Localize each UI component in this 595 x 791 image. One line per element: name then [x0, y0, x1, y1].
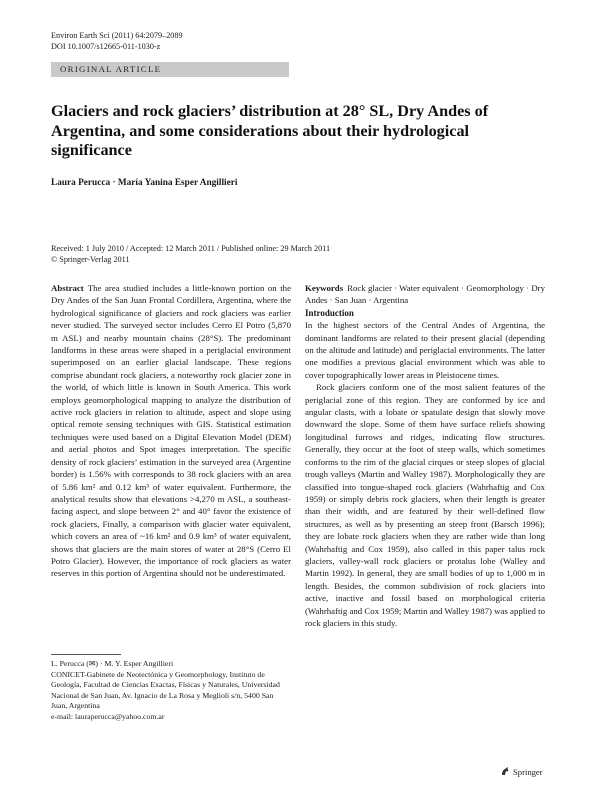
keywords [305, 282, 545, 307]
author-list: Laura Perucca · María Yanina Esper Angillieri [51, 178, 238, 188]
affiliation-authors: L. Perucca (✉) · M. Y. Esper Angillieri [51, 659, 174, 668]
introduction-paragraph-2: Rock glaciers conform one of the most salient features of the periglacial zone of this region. They are conformed by ice and angular clasts, with a lobate or spatulate design that slowly move downward the slope. Some of them have surface reliefs showing longitudinal furrows and ridges, indicating flow structures. Generally, they occur at the foot of steep walls, which sometimes conforms to the rim of the glacial cirques or steep slopes of glacial trough valleys (Martin and Walley 1987). Morphologically they are classified into tongue-shaped rock glaciers (Wahrhaftig and Cox 1959) or simply debris rock glaciers, when their length is greater than their width, and are featured by their well-defined flow structures, as well as by presenting an steep front (Barsch 1996); they are lobate rock glaciers when they are rather wide than long (Wahrhaftig and Cox 1959), also called in this paper talus rock glaciers, valley-wall rock glaciers or protalus lobe (Walley and Martin 1992). In general, they are small bodies of up to 1,000 m in length. Besides, the common subdivision of rock glaciers into active, inactive and fossil based on morphological criteria (Wahrhaftig and Cox 1959; Martin and Walley 1987) was applied to rock glaciers in this study. [305, 382, 545, 628]
article-type-band [51, 62, 289, 77]
abstract-text: The area studied includes a little-known portion on the Dry Andes of the San Juan Frontal Cordillera, Argentina, where the hydrological significance of glaciers and rock glaciers was earlier never studied. The surveyed sector includes Cerro El Potro (5,870 m ASL) and nearby mountain chains (28°S). The predominant landforms in these areas were shaped in a periglacial environment superimposed on an earlier glacial landscape. These regions comprise abundant rock glaciers, a noteworthy rock glacier zone in the world, of which little is known in South America. This work employs geomorphological mapping to analyze the distribution of active rock glaciers in relation to altitude, aspect and slope using optical remote sensing techniques with GIS. Statistical estimation techniques were used based on a Digital Elevation Model (DEM) and aerial photos and Spot images interpretation. The specific density of rock glaciers’ estimation in the surveyed area (Argentine border) is 1.56% with corresponds to 38 rock glaciers with an area of 5.86 km² and 0.12 km³ of water equivalent. Furthermore, the analytical results show that elevations >4,270 m ASL, a southeast-facing aspect, and slope between 2° and 40° favor the existence of rock glaciers, Finally, a comparison with glacier water equivalent, which covers an area of ~16 km² and 0.9 km³ of water equivalent, shows that glaciers are the main stores of water at 28°S (Cerro El Potro Glacier). However, the importance of rock glaciers as water reserves in this portion of Argentina should not be underestimated. [51, 283, 291, 579]
affiliation-institution: CONICET-Gabinete de Neotectónica y Geomorphology, Instituto de Geología, Facultad de Ciencias Exactas, Físicas y Naturales, Universidad Nacional de San Juan, Av. Ignacio de La Rosa y Meglioli s/n, 5400 San Juan, Argentina [51, 669, 280, 710]
history-dates: Received: 1 July 2010 / Accepted: 12 March 2011 / Published online: 29 March 2011 [51, 244, 331, 253]
affiliation-footnote [51, 659, 291, 722]
abstract-label: Abstract [51, 283, 84, 293]
abstract [51, 282, 291, 580]
keywords-text: Rock glacier · Water equivalent · Geomorphology · Dry Andes · San Juan · Argentina [305, 283, 545, 306]
author-email[interactable]: e-mail: lauraperucca@yahoo.com.ar [51, 711, 165, 721]
springer-horse-icon [500, 766, 510, 776]
keywords-label: Keywords [305, 283, 344, 293]
publisher-name: Springer [513, 767, 543, 777]
journal-header [51, 30, 183, 52]
introduction-heading: Introduction [305, 307, 354, 318]
article-type-label: ORIGINAL ARTICLE [60, 64, 162, 74]
right-column [305, 282, 545, 629]
doi: DOI 10.1007/s12665-011-1030-z [51, 42, 161, 51]
article-title: Glaciers and rock glaciers’ distribution at 28° SL, Dry Andes of Argentina, and some considerations about their hydrological significance [51, 102, 489, 159]
journal-citation: Environ Earth Sci (2011) 64:2079–2089 [51, 31, 183, 40]
copyright: © Springer-Verlag 2011 [51, 255, 130, 264]
footnote-rule [51, 654, 121, 655]
introduction-paragraph-1: In the highest sectors of the Central Andes of Argentina, the dominant landforms are related to their present glacial (depending on the altitude and latitude) and periglacial environments. The latter one modifies a previous glacial environment which was able to cover topographically lower areas in Pleistocene times. [305, 320, 545, 380]
publisher-mark [500, 766, 543, 777]
left-column [51, 282, 291, 580]
publication-dates [51, 243, 330, 265]
